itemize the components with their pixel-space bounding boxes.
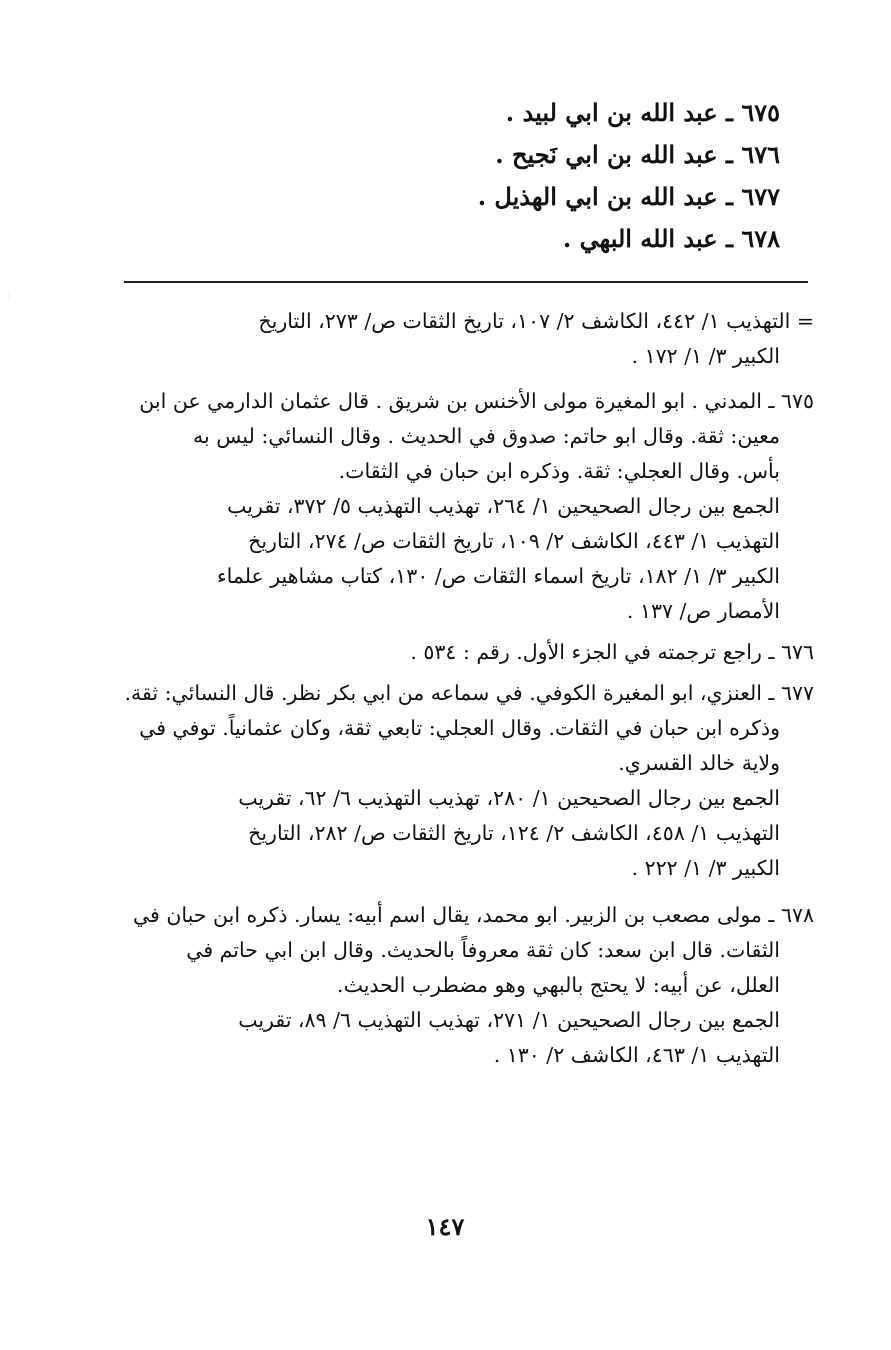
footnote-references: الأمصار ص/ ١٣٧ . [626, 599, 780, 623]
entry-heading-676: ٦٧٦ ـ عبد الله بن ابي نَجيح . [495, 140, 780, 169]
footnote-line: ٦٧٨ ـ مولى مصعب بن الزبير. ابو محمد، يقال اسم أبيه: يسار. ذكره ابن حبان في [132, 903, 814, 927]
footnote-line: ٦٧٦ ـ راجع ترجمته في الجزء الأول. رقم : ٥٣٤ . [410, 640, 814, 664]
footnote-line: ولاية خالد القسري. [618, 751, 780, 775]
entry-heading-678: ٦٧٨ ـ عبد الله البهي . [562, 224, 780, 253]
footnote-references: التهذيب ١/ ٤٤٣، الكاشف ٢/ ١٠٩، تاريخ الثقات ص/ ٢٧٤، التاريخ [248, 529, 780, 553]
footnote-references: الكبير ٣/ ١/ ١٨٢، تاريخ اسماء الثقات ص/ ١٣٠، كتاب مشاهير علماء [216, 564, 780, 588]
footnotes [120, 304, 814, 1073]
entry-heading-677: ٦٧٧ ـ عبد الله بن ابي الهذيل . [477, 182, 780, 211]
footnote-line: العلل، عن أبيه: لا يحتج بالبهي وهو مضطرب الحديث. [337, 973, 780, 997]
footnote-references: التهذيب ١/ ٤٦٣، الكاشف ٢/ ١٣٠ . [493, 1043, 780, 1067]
footnote-678 [120, 898, 814, 1073]
footnote-line: معين: ثقة. وقال ابو حاتم: صدوق في الحديث . وقال النسائي: ليس به [193, 424, 780, 448]
footnote-line: بأس. وقال العجلي: ثقة. وذكره ابن حبان في الثقات. [338, 459, 780, 483]
entry-headings [300, 92, 780, 260]
footnote-references: الجمع بين رجال الصحيحين ١/ ٢٦٤، تهذيب التهذيب ٥/ ٣٧٢، تقريب [227, 494, 780, 518]
footnote-line: الكبير ٣/ ١/ ١٧٢ . [631, 344, 780, 368]
footnote-line: ٦٧٥ ـ المدني . ابو المغيرة مولى الأخنس بن شريق . قال عثمان الدارمي عن ابن [139, 389, 814, 413]
page-number: ١٤٧ [425, 1212, 465, 1241]
footnote-677 [120, 676, 814, 886]
footnote-675 [120, 384, 814, 629]
footnote-references: الكبير ٣/ ١/ ٢٢٢ . [631, 856, 780, 880]
footnote-continuation [120, 304, 814, 374]
footnote-line: وذكره ابن حبان في الثقات. وقال العجلي: تابعي ثقة، وكان عثمانياً. توفي في [139, 716, 780, 740]
footnote-references: الجمع بين رجال الصحيحين ١/ ٢٧١، تهذيب التهذيب ٦/ ٨٩، تقريب [238, 1008, 780, 1032]
footnote-line: الثقات. قال ابن سعد: كان ثقة معروفاً بالحديث. وقال ابن ابي حاتم في [186, 938, 780, 962]
footnote-676 [120, 635, 814, 670]
scan-speckle: ⋮ [4, 291, 14, 302]
footnote-references: التهذيب ١/ ٤٥٨، الكاشف ٢/ ١٢٤، تاريخ الثقات ص/ ٢٨٢، التاريخ [248, 821, 780, 845]
footnote-line: ٦٧٧ ـ العنزي، ابو المغيرة الكوفي. في سماعه من ابي بكر نظر. قال النسائي: ثقة. [124, 681, 814, 705]
footnote-references: الجمع بين رجال الصحيحين ١/ ٢٨٠، تهذيب التهذيب ٦/ ٦٢، تقريب [238, 786, 780, 810]
footnote-line: = التهذيب ١/ ٤٤٢، الكاشف ٢/ ١٠٧، تاريخ الثقات ص/ ٢٧٣، التاريخ [258, 309, 814, 333]
footnote-divider [124, 281, 808, 283]
entry-heading-675: ٦٧٥ ـ عبد الله بن ابي لبيد . [505, 98, 780, 127]
